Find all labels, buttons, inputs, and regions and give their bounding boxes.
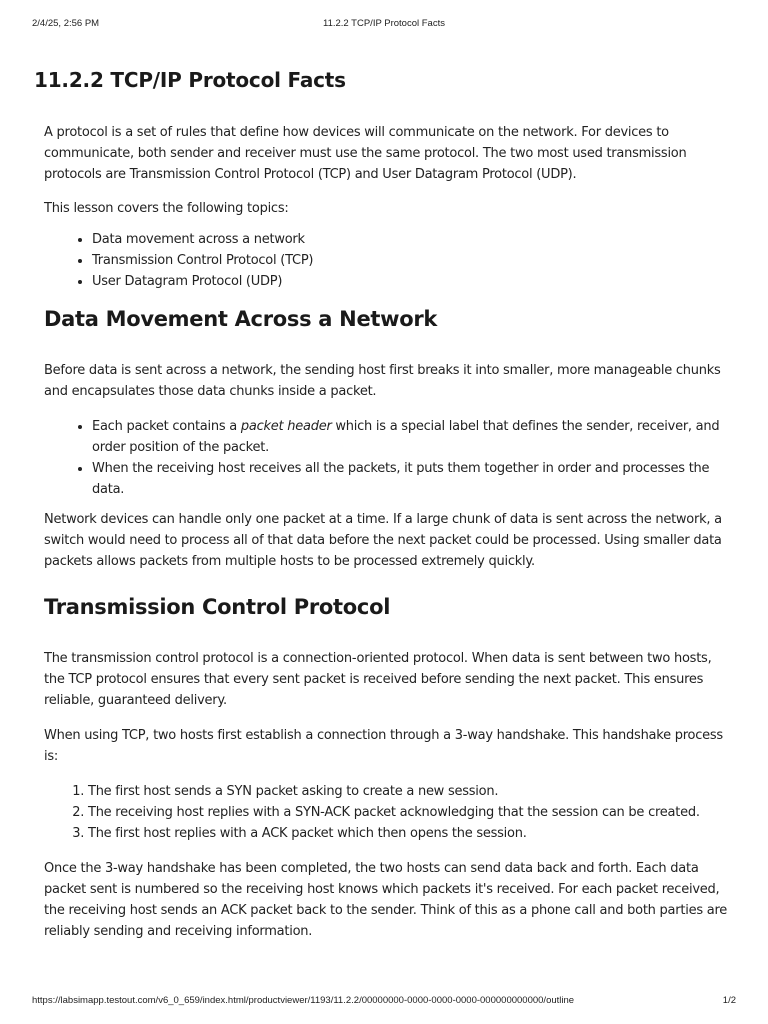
list-item: 1. The first host sends a SYN packet asking to create a new session. (88, 781, 734, 802)
list-item: • Transmission Control Protocol (TCP) (92, 250, 734, 271)
bullet-text: which is a special label that defines the sender, receiver, and order position of the packet. (92, 419, 720, 455)
topics-list (44, 229, 734, 292)
list-item (92, 416, 734, 458)
topics-intro: This lesson covers the following topics: (44, 201, 289, 216)
data-movement-paragraph-1: Before data is sent across a network, the sending host first breaks it into smaller, more manageable chunks and encapsulates those data chunks inside a packet. (44, 363, 721, 399)
section-heading-data-movement: Data Movement Across a Network (44, 307, 438, 331)
tcp-paragraph-3: Once the 3-way handshake has been completed, the two hosts can send data back and forth. Each data packet sent is numbered so the receiving host knows which packets it's received. For each packet received, the receiving host sends an ACK packet back to the sender. Think of this as a phone call and both parties are reliably sending and receiving information. (44, 861, 727, 939)
bullet-text: Each packet contains a (92, 419, 241, 434)
data-movement-paragraph-2: Network devices can handle only one packet at a time. If a large chunk of data is sent across the network, a switch would need to process all of that data before the next packet could be processed. Using smaller data packets allows packets from multiple hosts to be processed extremely quickly. (44, 512, 722, 569)
section-heading-tcp: Transmission Control Protocol (44, 595, 391, 619)
list-item: • When the receiving host receives all the packets, it puts them together in order and processes the data. (92, 458, 734, 500)
page-title: 11.2.2 TCP/IP Protocol Facts (34, 68, 346, 92)
list-item: 3. The first host replies with a ACK packet which then opens the session. (88, 823, 734, 844)
page-number: 1/2 (722, 995, 736, 1006)
list-item: • Data movement across a network (92, 229, 734, 250)
print-url: https://labsimapp.testout.com/v6_0_659/index.html/productviewer/1193/11.2.2/00000000-0000-0000-0000-000000000000/outline (32, 995, 575, 1006)
packet-header-term: packet header (240, 419, 332, 434)
handshake-steps (44, 781, 734, 844)
print-doc-title: 11.2.2 TCP/IP Protocol Facts (323, 18, 445, 29)
list-item: • User Datagram Protocol (UDP) (92, 271, 734, 292)
tcp-paragraph-1: The transmission control protocol is a connection-oriented protocol. When data is sent between two hosts, the TCP protocol ensures that every sent packet is received before sending the next packet. This ensures reliable, guaranteed delivery. (44, 651, 712, 708)
tcp-paragraph-2: When using TCP, two hosts first establish a connection through a 3-way handshake. This handshake process is: (44, 728, 723, 764)
data-movement-list (44, 416, 734, 500)
list-item: 2. The receiving host replies with a SYN-ACK packet acknowledging that the session can be created. (88, 802, 734, 823)
article-body (44, 122, 734, 956)
print-datetime: 2/4/25, 2:56 PM (32, 18, 100, 29)
print-header (0, 18, 768, 32)
intro-paragraph: A protocol is a set of rules that define how devices will communicate on the network. For devices to communicate, both sender and receiver must use the same protocol. The two most used transmission protocols are Transmission Control Protocol (TCP) and User Datagram Protocol (UDP). (44, 125, 687, 182)
print-footer (0, 995, 768, 1009)
